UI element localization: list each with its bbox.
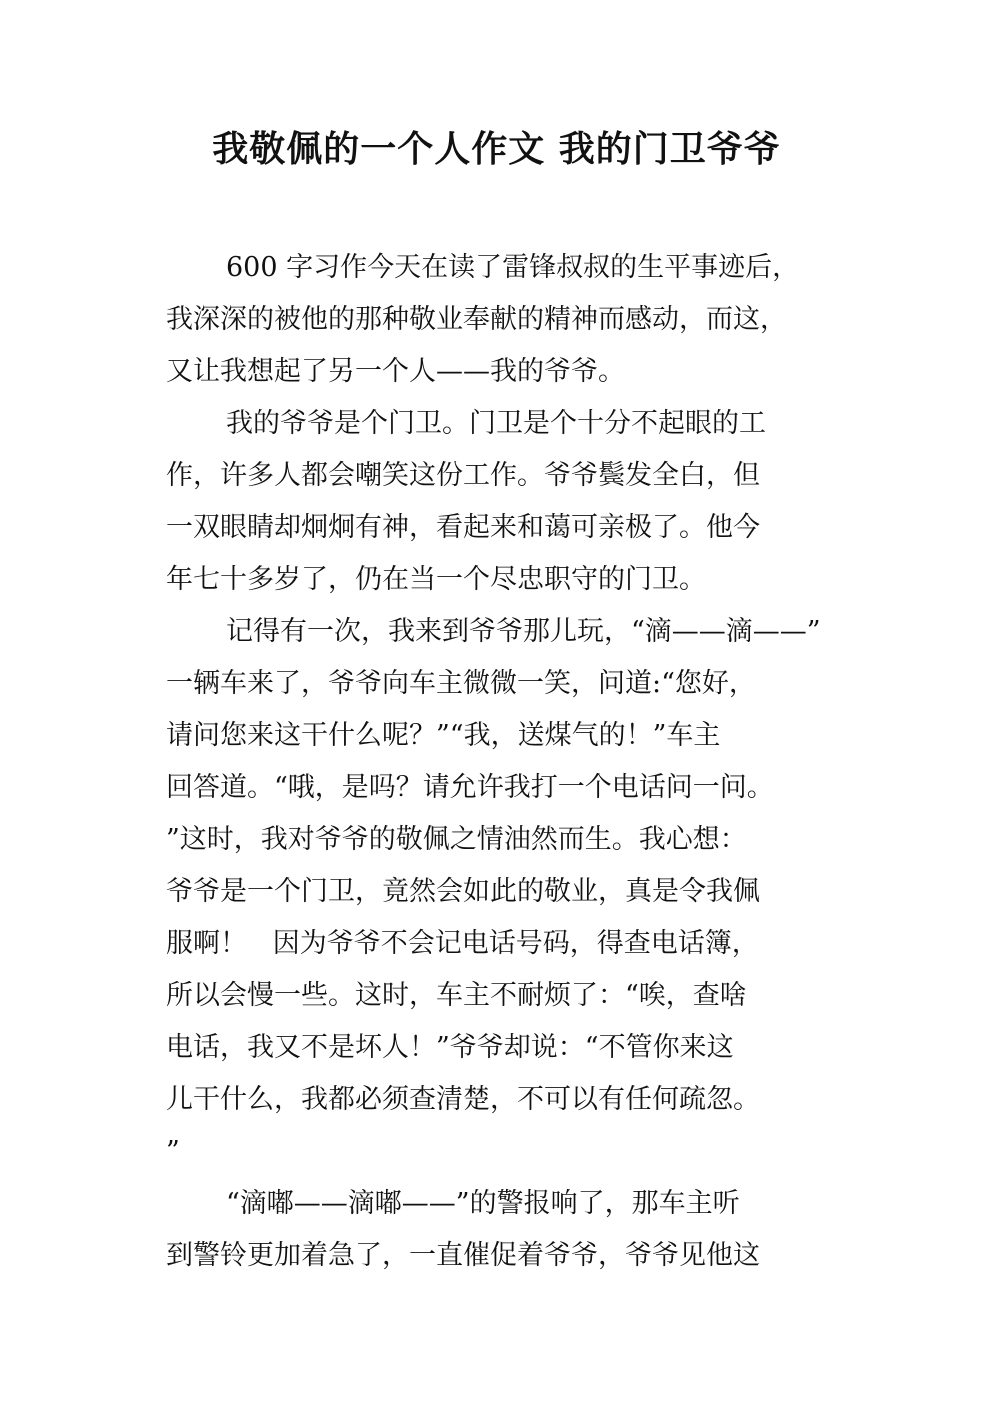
text-line: 到警铃更加着急了，一直催促着爷爷，爷爷见他这	[166, 1240, 760, 1271]
text-line: 年七十多岁了，仍在当一个尽忠职守的门卫。	[166, 564, 706, 595]
text-line: 一辆车来了，爷爷向车主微微一笑，问道:“您好，	[166, 668, 756, 699]
text-line: 服啊！ 因为爷爷不会记电话号码，得查电话簿，	[166, 928, 759, 959]
text-line: 我深深的被他的那种敬业奉献的精神而感动，而这，	[166, 304, 787, 335]
text-line: 请问您来这干什么呢？”“我，送煤气的！”车主	[166, 720, 721, 751]
text-line: 回答道。“哦，是吗？请允许我打一个电话问一问。	[166, 772, 774, 803]
text-line: 一双眼睛却炯炯有神，看起来和蔼可亲极了。他今	[166, 512, 760, 543]
text-line: 记得有一次，我来到爷爷那儿玩，“滴——滴——”	[226, 616, 821, 647]
text-line: “滴嘟——滴嘟——”的警报响了，那车主听	[226, 1188, 740, 1219]
text-line: 儿干什么，我都必须查清楚，不可以有任何疏忽。	[166, 1084, 760, 1115]
text-line: ”	[166, 1136, 180, 1167]
text-line: ”这时，我对爷爷的敬佩之情油然而生。我心想：	[166, 824, 747, 855]
text-line: 爷爷是一个门卫，竟然会如此的敬业，真是令我佩	[166, 876, 760, 907]
document-body	[166, 242, 906, 1282]
text-line: 600 字习作今天在读了雷锋叔叔的生平事迹后，	[226, 252, 800, 283]
text-line: 所以会慢一些。这时，车主不耐烦了：“唉，查啥	[166, 980, 747, 1011]
text-line: 作，许多人都会嘲笑这份工作。爷爷鬓发全白，但	[166, 460, 760, 491]
text-line: 又让我想起了另一个人——我的爷爷。	[166, 356, 625, 387]
document-title: 我敬佩的一个人作文 我的门卫爷爷	[212, 129, 781, 170]
text-line: 电话，我又不是坏人！”爷爷却说：“不管你来这	[166, 1032, 734, 1063]
text-line: 我的爷爷是个门卫。门卫是个十分不起眼的工	[226, 408, 766, 439]
